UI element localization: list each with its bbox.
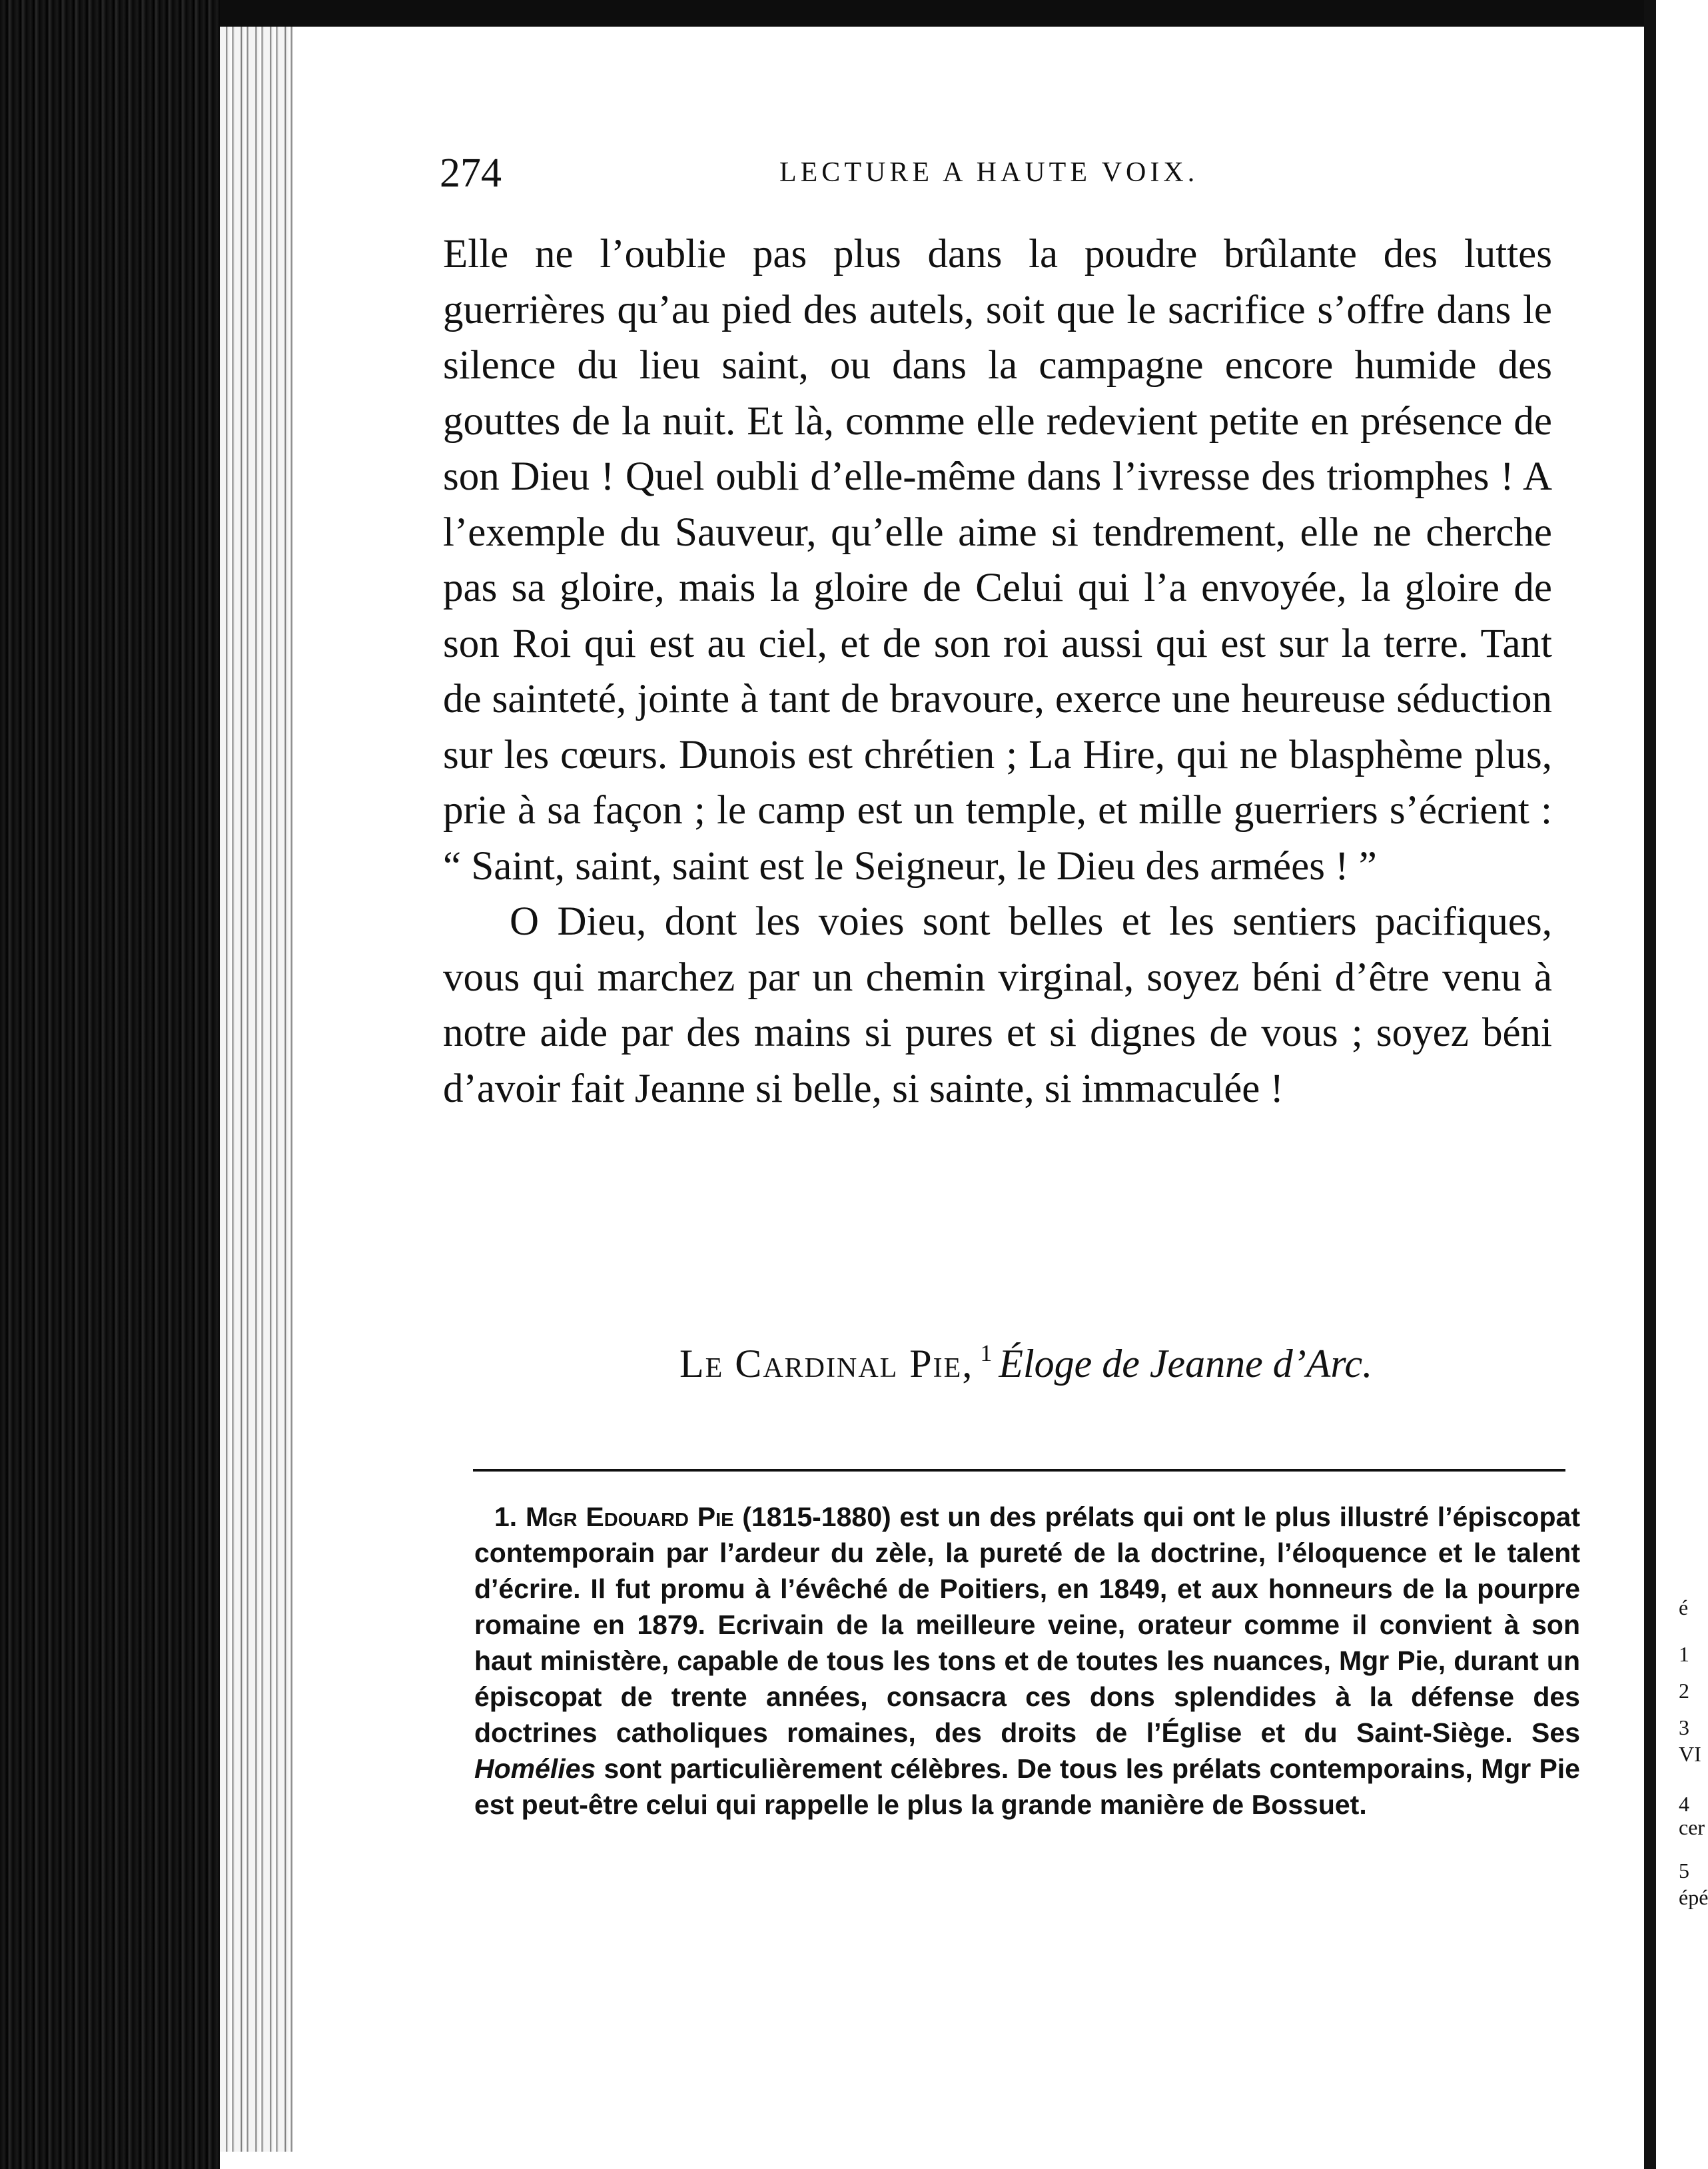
footnote-italic: Homélies xyxy=(474,1753,596,1784)
body-text xyxy=(443,226,1552,1116)
facing-fragment: 5 xyxy=(1679,1859,1689,1883)
work-title: Éloge de Jeanne d’Arc. xyxy=(999,1342,1373,1386)
paragraph-2: O Dieu, dont les voies sont belles et les sentiers pacifiques, vous qui marchez par un chemin virginal, soyez béni d’être venu à notre aide par des mains si pures et si dignes de vous ; soyez béni d’avoir fait Jeanne si belle, si sainte, si immaculée ! xyxy=(443,899,1552,1111)
footnote xyxy=(474,1499,1580,1823)
footnote-text-1: (1815-1880) est un des prélats qui ont le plus illustré l’épiscopat contemporain par l’ardeur du zèle, la pureté de la doctrine, l’éloquence et le talent d’écrire. Il fut promu à l’évêché de Poitiers, en 1849, et aux honneurs de la pourpre romaine en 1879. Ecrivain de la meilleure veine, orateur comme il convient à son haut ministère, capable de tous les tons et de toutes les nuances, Mgr Pie, durant un épiscopat de trente années, consacra ces dons splendides à la défense des doctrines catholiques romaines, des droits de l’Église et du Saint-Siège. Ses xyxy=(474,1502,1580,1748)
facing-fragment: 2 xyxy=(1679,1679,1689,1703)
facing-fragment: é xyxy=(1679,1595,1689,1619)
facing-page-edge xyxy=(1644,0,1708,2169)
running-title: LECTURE A HAUTE VOIX. xyxy=(779,157,1199,188)
paragraph-1: Elle ne l’oublie pas plus dans la poudre brûlante des luttes guerrières qu’au pied des autels, soit que le sacrifice s’offre dans le silence du lieu saint, ou dans la campagne encore humide des gouttes de la nuit. Et là, comme elle redevient petite en présence de son Dieu ! Quel oubli d’elle-même dans l’ivresse des triomphes ! A l’exemple du Sauveur, qu’elle aime si tendrement, elle ne cherche pas sa gloire, mais la gloire de Celui qui l’a envoyée, la gloire de son Roi qui est au ciel, et de son roi aussi qui est sur la terre. Tant de sainteté, jointe à tant de bravoure, exerce une heureuse séduction sur les cœurs. Dunois est chrétien ; La Hire, qui ne blasphème plus, prie à sa façon ; le camp est un temple, et mille guerriers s’écrient : “ Saint, saint, saint est le Seigneur, le Dieu des armées ! ” xyxy=(443,232,1552,889)
facing-fragment: VI xyxy=(1679,1742,1701,1766)
facing-fragment: cer xyxy=(1679,1815,1705,1839)
footnote-reference: 1 xyxy=(980,1340,993,1366)
footnote-name: Mgr Edouard Pie xyxy=(525,1502,734,1532)
facing-fragment: 4 xyxy=(1679,1792,1689,1816)
facing-fragment: 3 xyxy=(1679,1715,1689,1739)
author-name: Le Cardinal Pie, xyxy=(679,1342,974,1386)
footnote-number: 1. xyxy=(494,1502,518,1532)
signature-line xyxy=(679,1339,1372,1387)
top-dark-border xyxy=(220,0,1645,27)
footnote-divider xyxy=(473,1469,1565,1472)
facing-fragment: épé xyxy=(1679,1885,1708,1909)
facing-fragment: 1 xyxy=(1679,1642,1689,1666)
page-number: 274 xyxy=(440,151,502,196)
page-edges xyxy=(220,27,293,2152)
footnote-text-2: sont particulièrement célèbres. De tous les prélats contemporains, Mgr Pie est peut-être celui qui rappelle le plus la grande manière de Bossuet. xyxy=(474,1753,1580,1820)
book-spine xyxy=(0,0,220,2169)
